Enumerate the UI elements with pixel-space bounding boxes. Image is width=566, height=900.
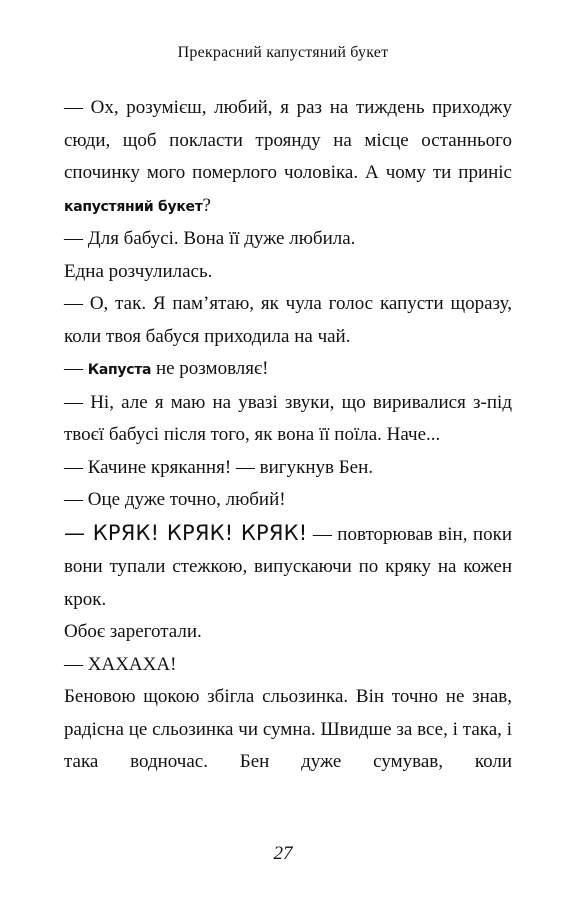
- paragraph-7: — Качине крякання! — вигукнув Бен.: [64, 456, 373, 478]
- paragraph-9-end: — повторював він, поки вони тупали стежкою, випускаючи по кряку на кожен крок.: [64, 523, 512, 610]
- paragraph-4: — О, так. Я пам’ятаю, як чула голос капусти щоразу, коли твоя бабуся приходила на чай.: [64, 293, 512, 347]
- paragraph-1-end: ?: [202, 194, 211, 216]
- paragraph-5-dash: —: [64, 358, 88, 379]
- running-head: Прекрасний капустяний букет: [177, 44, 389, 61]
- paragraph-6: — Ні, але я маю на увазі звуки, що виривалися з-під твоєї бабусі після того, як вона її поїла. Наче...: [64, 391, 512, 445]
- page-number: 27: [273, 843, 293, 864]
- handwritten-word-cabbage: Капуста: [87, 362, 152, 378]
- body-text: [64, 92, 512, 779]
- paragraph-9: [64, 517, 512, 617]
- paragraph-5-end: не розмовляє!: [151, 358, 269, 379]
- paragraph-3: Една розчулилась.: [64, 260, 213, 282]
- paragraph-1: [64, 92, 512, 223]
- paragraph-5: [64, 353, 512, 387]
- paragraph-2: — Для бабусі. Вона її дуже любила.: [64, 228, 356, 249]
- paragraph-10: Обоє зареготали.: [64, 621, 202, 642]
- handwritten-word-cabbage-bouquet: капустяний букет: [64, 198, 203, 215]
- paragraph-11: — ХАХАХА!: [64, 653, 177, 675]
- paragraph-1-text: — Ох, розумієш, любий, я раз на тиждень приходжу сюди, щоб покласти троянду на місце останнього спочинку мого померлого чоловіка. А чому ти приніс: [64, 97, 512, 183]
- shout-quack: — КРЯК! КРЯК! КРЯК!: [64, 520, 308, 545]
- paragraph-12: Беновою щокою збігла сльозинка. Він точно не знав, радісна це сльозинка чи сумна. Швидше за все, і така, і така водночас. Бен дуже сумував, коли: [64, 686, 512, 772]
- paragraph-8: — Оце дуже точно, любий!: [64, 489, 286, 510]
